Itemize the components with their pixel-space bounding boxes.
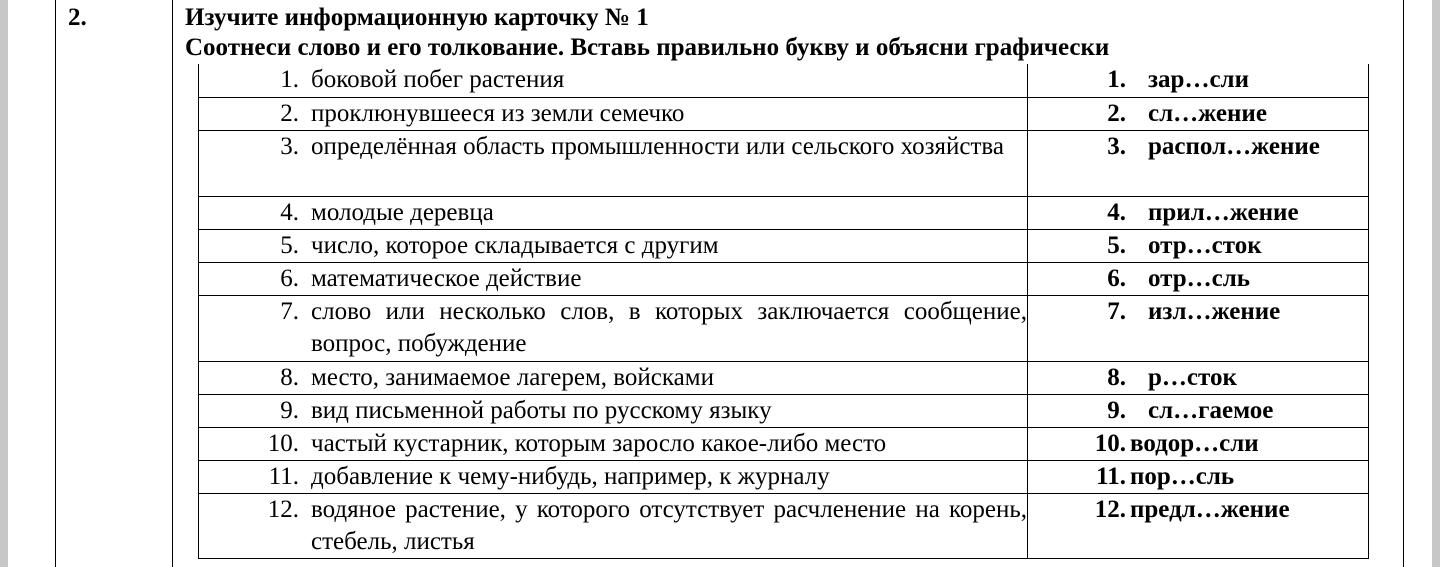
definition-cell bbox=[199, 295, 1028, 361]
definition-number: 10. bbox=[267, 429, 299, 457]
definition-cell bbox=[199, 229, 1028, 262]
word-cell bbox=[1028, 394, 1369, 427]
matching-table bbox=[198, 64, 1369, 559]
table-row bbox=[199, 427, 1369, 460]
definition-number: 9. bbox=[280, 396, 299, 424]
definition-text: математическое действие bbox=[311, 264, 582, 292]
word-number: 12. bbox=[1094, 495, 1126, 523]
word-number: 11. bbox=[1096, 462, 1126, 490]
outer-table-right-border bbox=[1403, 0, 1404, 567]
definition-number: 2. bbox=[280, 99, 299, 127]
word-cell bbox=[1028, 493, 1369, 558]
word-number: 2. bbox=[1107, 99, 1126, 127]
definition-text: молодые деревца bbox=[311, 198, 494, 226]
outer-table-left-border bbox=[55, 0, 56, 567]
definition-text: определённая область промышленности или сельского хозяйства bbox=[311, 132, 1004, 160]
definition-number: 12. bbox=[267, 495, 299, 523]
table-row bbox=[199, 361, 1369, 394]
definition-cell bbox=[199, 97, 1028, 130]
definition-cell bbox=[199, 196, 1028, 229]
definition-cell bbox=[199, 427, 1028, 460]
word-text: сл…жение bbox=[1148, 99, 1267, 127]
word-cell bbox=[1028, 97, 1369, 130]
word-text: пор…сль bbox=[1130, 462, 1235, 490]
definition-cell bbox=[199, 493, 1028, 558]
definition-number: 11. bbox=[268, 462, 299, 490]
outer-table-column-divider bbox=[172, 0, 173, 567]
definition-number: 4. bbox=[280, 198, 299, 226]
table-row bbox=[199, 130, 1369, 196]
definition-cell bbox=[199, 394, 1028, 427]
definition-cell bbox=[199, 130, 1028, 196]
definition-text: боковой побег растения bbox=[311, 66, 565, 93]
definition-text: место, занимаемое лагерем, войсками bbox=[311, 363, 714, 391]
word-cell bbox=[1028, 130, 1369, 196]
word-number: 6. bbox=[1107, 264, 1126, 292]
table-row bbox=[199, 295, 1369, 361]
word-text: сл…гаемое bbox=[1148, 396, 1274, 424]
table-row bbox=[199, 493, 1369, 558]
word-number: 7. bbox=[1107, 297, 1126, 325]
word-number: 8. bbox=[1107, 363, 1126, 391]
word-cell bbox=[1028, 361, 1369, 394]
definition-text: число, которое складывается с другим bbox=[311, 231, 719, 259]
word-cell bbox=[1028, 262, 1369, 295]
word-cell bbox=[1028, 460, 1369, 493]
word-text: р…сток bbox=[1148, 363, 1237, 391]
word-cell bbox=[1028, 229, 1369, 262]
word-cell bbox=[1028, 64, 1369, 97]
word-text: предл…жение bbox=[1130, 495, 1290, 523]
definition-number: 6. bbox=[280, 264, 299, 292]
word-text: отр…сль bbox=[1148, 264, 1251, 292]
definition-cell bbox=[199, 262, 1028, 295]
definition-number: 7. bbox=[280, 297, 299, 325]
word-cell bbox=[1028, 427, 1369, 460]
definition-cell bbox=[199, 64, 1028, 97]
table-row bbox=[199, 394, 1369, 427]
word-text: зар…сли bbox=[1148, 66, 1249, 93]
word-cell bbox=[1028, 196, 1369, 229]
word-number: 10. bbox=[1094, 429, 1126, 457]
right-page-margin bbox=[1432, 0, 1440, 567]
table-row bbox=[199, 460, 1369, 493]
word-text: изл…жение bbox=[1148, 297, 1281, 325]
definition-number: 1. bbox=[280, 66, 299, 93]
definition-number: 8. bbox=[280, 363, 299, 391]
word-text: прил…жение bbox=[1148, 198, 1299, 226]
definition-text: вид письменной работы по русскому языку bbox=[311, 396, 772, 424]
word-number: 9. bbox=[1107, 396, 1126, 424]
definition-text: частый кустарник, которым заросло какое-либо место bbox=[311, 429, 887, 457]
word-number: 3. bbox=[1107, 132, 1126, 160]
task-instruction: Соотнеси слово и его толкование. Вставь правильно букву и объясни графически bbox=[185, 34, 1110, 61]
table-row bbox=[199, 229, 1369, 262]
word-cell bbox=[1028, 295, 1369, 361]
left-page-margin bbox=[0, 0, 8, 567]
card-title: Изучите информационную карточку № 1 bbox=[185, 4, 649, 31]
definition-text: добавление к чему-нибудь, например, к журналу bbox=[311, 462, 830, 490]
table-row bbox=[199, 196, 1369, 229]
table-row bbox=[199, 97, 1369, 130]
definition-cell bbox=[199, 361, 1028, 394]
table-row bbox=[199, 64, 1369, 97]
word-number: 1. bbox=[1107, 66, 1126, 93]
table-row bbox=[199, 262, 1369, 295]
definition-text: слово или несколько слов, в которых заключается сообщение, вопрос, побуждение bbox=[311, 297, 1027, 357]
word-text: отр…сток bbox=[1148, 231, 1262, 259]
definition-text: водяное растение, у которого отсутствует расчленение на корень, стебель, листья bbox=[311, 495, 1027, 555]
word-text: распол…жение bbox=[1148, 132, 1320, 160]
definition-text: проклюнувшееся из земли семечко bbox=[311, 99, 685, 127]
word-number: 5. bbox=[1107, 231, 1126, 259]
definition-number: 3. bbox=[280, 132, 299, 160]
word-text: водор…сли bbox=[1130, 429, 1259, 457]
word-number: 4. bbox=[1107, 198, 1126, 226]
definition-cell bbox=[199, 460, 1028, 493]
definition-number: 5. bbox=[280, 231, 299, 259]
task-number: 2. bbox=[68, 4, 87, 31]
